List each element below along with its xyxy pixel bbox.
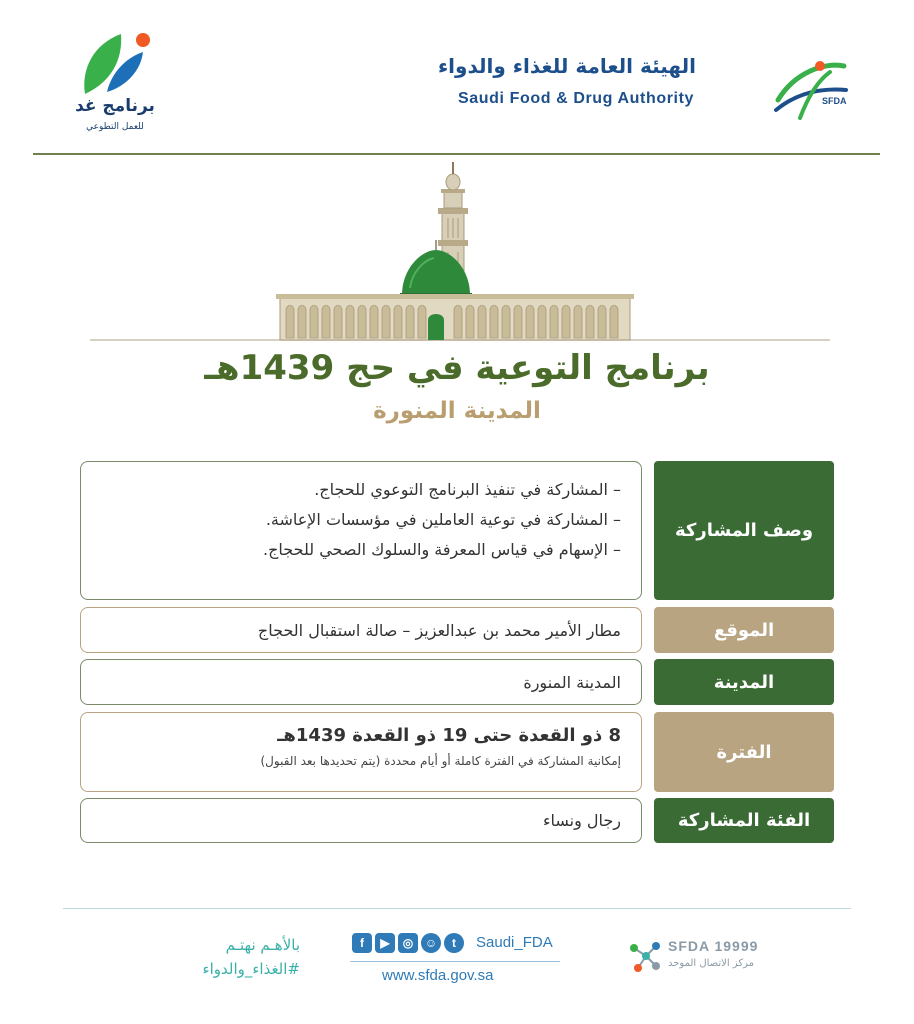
row-label-location: الموقع — [654, 607, 834, 653]
mosque-arch — [526, 306, 534, 339]
mosque-arch — [586, 306, 594, 339]
social-divider — [350, 961, 560, 962]
ghad-program-subtitle: للعمل التطوعي — [86, 122, 144, 132]
sfda-name-english: Saudi Food & Drug Authority — [457, 90, 694, 107]
tagline-text: بالأهـم نهتـم — [225, 936, 300, 954]
snapchat-icon[interactable]: ☺ — [421, 933, 441, 953]
participants-value: رجال ونساء — [542, 811, 621, 830]
mosque-arch — [490, 306, 498, 339]
mosque-illustration — [90, 160, 830, 345]
mosque-arch — [322, 306, 330, 339]
mosque-arch — [382, 306, 390, 339]
website-link[interactable]: www.sfda.gov.sa — [382, 967, 494, 984]
row-label-city: المدينة — [654, 659, 834, 705]
mosque-arch — [454, 306, 462, 339]
hotline-number: SFDA 19999 — [668, 938, 759, 954]
description-box — [80, 461, 642, 600]
mosque-arch — [514, 306, 522, 339]
mosque-arch — [298, 306, 306, 339]
social-icons — [352, 933, 464, 953]
social-links — [350, 930, 560, 990]
sfda-name-arabic: الهيئة العامة للغذاء والدواء — [437, 54, 696, 78]
mosque-arch — [358, 306, 366, 339]
location-value: مطار الأمير محمد بن عبدالعزيز – صالة استقبال الحجاج — [257, 620, 621, 640]
leaf-icon — [77, 30, 153, 96]
row-label-participants: الفئة المشاركة — [654, 798, 834, 843]
page-subtitle: المدينة المنورة — [373, 398, 541, 424]
location-box — [80, 607, 642, 653]
mosque-arch — [550, 306, 558, 339]
header-divider — [33, 153, 880, 155]
tagline — [140, 936, 300, 978]
mosque-arch — [466, 306, 474, 339]
tagline-hashtag[interactable]: #الغذاء_والدواء — [202, 960, 300, 978]
city-value: المدينة المنورة — [523, 672, 621, 692]
footer-divider — [63, 908, 851, 909]
mosque-arch — [418, 306, 426, 339]
mosque-arch — [310, 306, 318, 339]
participants-box — [80, 798, 642, 843]
mosque-arch — [406, 306, 414, 339]
row-label-period: الفترة — [654, 712, 834, 792]
mosque-arch — [574, 306, 582, 339]
twitter-icon[interactable]: t — [444, 933, 464, 953]
description-line: – المشاركة في تنفيذ البرنامج التوعوي للحجاج. — [314, 480, 621, 499]
hotline-label: مركز الاتصال الموحد — [668, 958, 754, 969]
ghad-program-name: برنامج غد — [75, 96, 155, 116]
mosque-arch — [538, 306, 546, 339]
period-value: 8 ذو القعدة حتى 19 ذو القعدة 1439هـ — [277, 725, 621, 746]
social-handle[interactable]: Saudi_FDA — [476, 934, 553, 951]
facebook-icon[interactable]: f — [352, 933, 372, 953]
youtube-icon[interactable]: ▶ — [375, 933, 395, 953]
mosque-arch — [610, 306, 618, 339]
city-box — [80, 659, 642, 705]
description-line: – المشاركة في توعية العاملين في مؤسسات الإعاشة. — [265, 510, 621, 529]
mosque-arch — [334, 306, 342, 339]
mosque-arch — [478, 306, 486, 339]
period-note: إمكانية المشاركة في الفترة كاملة أو أيام محددة (يتم تحديدها بعد القبول) — [260, 754, 621, 768]
sfda-logo — [437, 52, 850, 122]
sfda-badge: SFDA — [822, 96, 847, 106]
network-icon — [624, 936, 664, 976]
instagram-icon[interactable]: ◎ — [398, 933, 418, 953]
mosque-arch — [286, 306, 294, 339]
mosque-arch — [370, 306, 378, 339]
sfda-emblem-icon — [770, 52, 850, 122]
ghad-program-logo — [65, 30, 165, 145]
mosque-arch — [394, 306, 402, 339]
mosque-arch — [346, 306, 354, 339]
mosque-arch — [562, 306, 570, 339]
mosque-arch — [502, 306, 510, 339]
period-box — [80, 712, 642, 792]
mosque-arch — [598, 306, 606, 339]
page-title: برنامج التوعية في حج 1439هـ — [204, 348, 710, 388]
description-line: – الإسهام في قياس المعرفة والسلوك الصحي للحجاج. — [263, 540, 621, 559]
row-label-description: وصف المشاركة — [654, 461, 834, 600]
sfda-hotline — [620, 930, 780, 982]
